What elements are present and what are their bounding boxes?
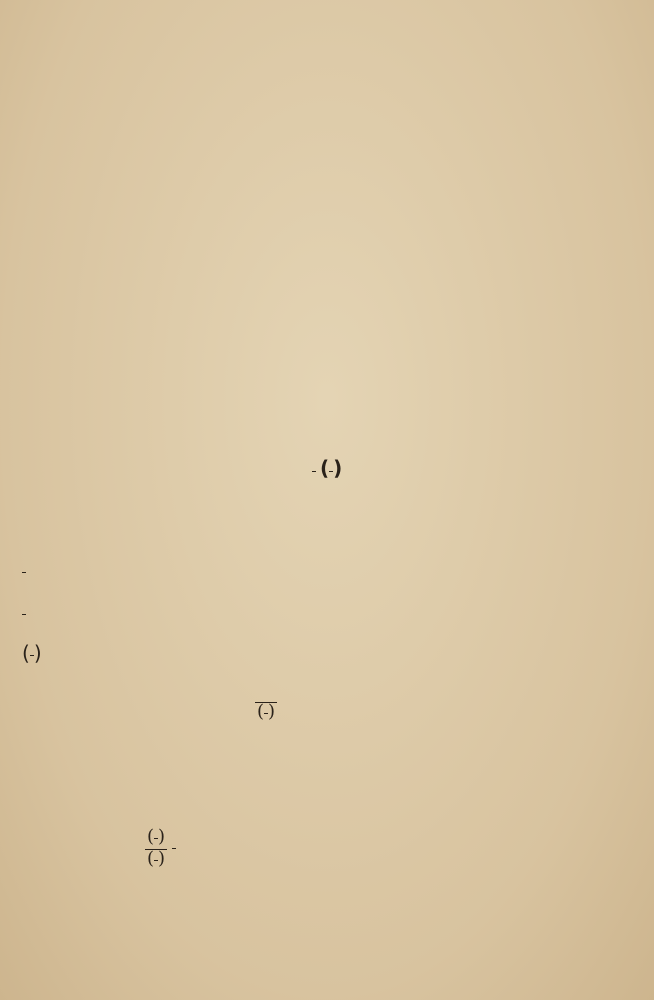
p1-fraction bbox=[22, 572, 26, 573]
caption-fraction bbox=[312, 471, 316, 472]
eq11-num: ( ) bbox=[145, 828, 167, 850]
eq11-fraction-left bbox=[145, 828, 167, 869]
paragraph-line-3: ( ) bbox=[22, 641, 42, 665]
p2-frac-num bbox=[22, 614, 26, 615]
log-log-chart bbox=[0, 0, 654, 450]
caption-num bbox=[312, 471, 316, 472]
figure-caption: ( ) bbox=[0, 456, 654, 480]
eq11-den: ( ) bbox=[147, 847, 166, 869]
p2-fraction bbox=[22, 614, 26, 615]
p1-frac-num bbox=[22, 572, 26, 573]
eq10-den: ( ) bbox=[257, 701, 276, 723]
paragraph-line-1 bbox=[22, 563, 634, 586]
eq11-r-num bbox=[172, 848, 176, 849]
eq11-fraction-right bbox=[172, 848, 176, 849]
equation-10 bbox=[255, 702, 277, 722]
paragraph-line-2 bbox=[22, 605, 634, 628]
equation-11 bbox=[145, 828, 176, 869]
eq10-fraction bbox=[255, 702, 277, 722]
